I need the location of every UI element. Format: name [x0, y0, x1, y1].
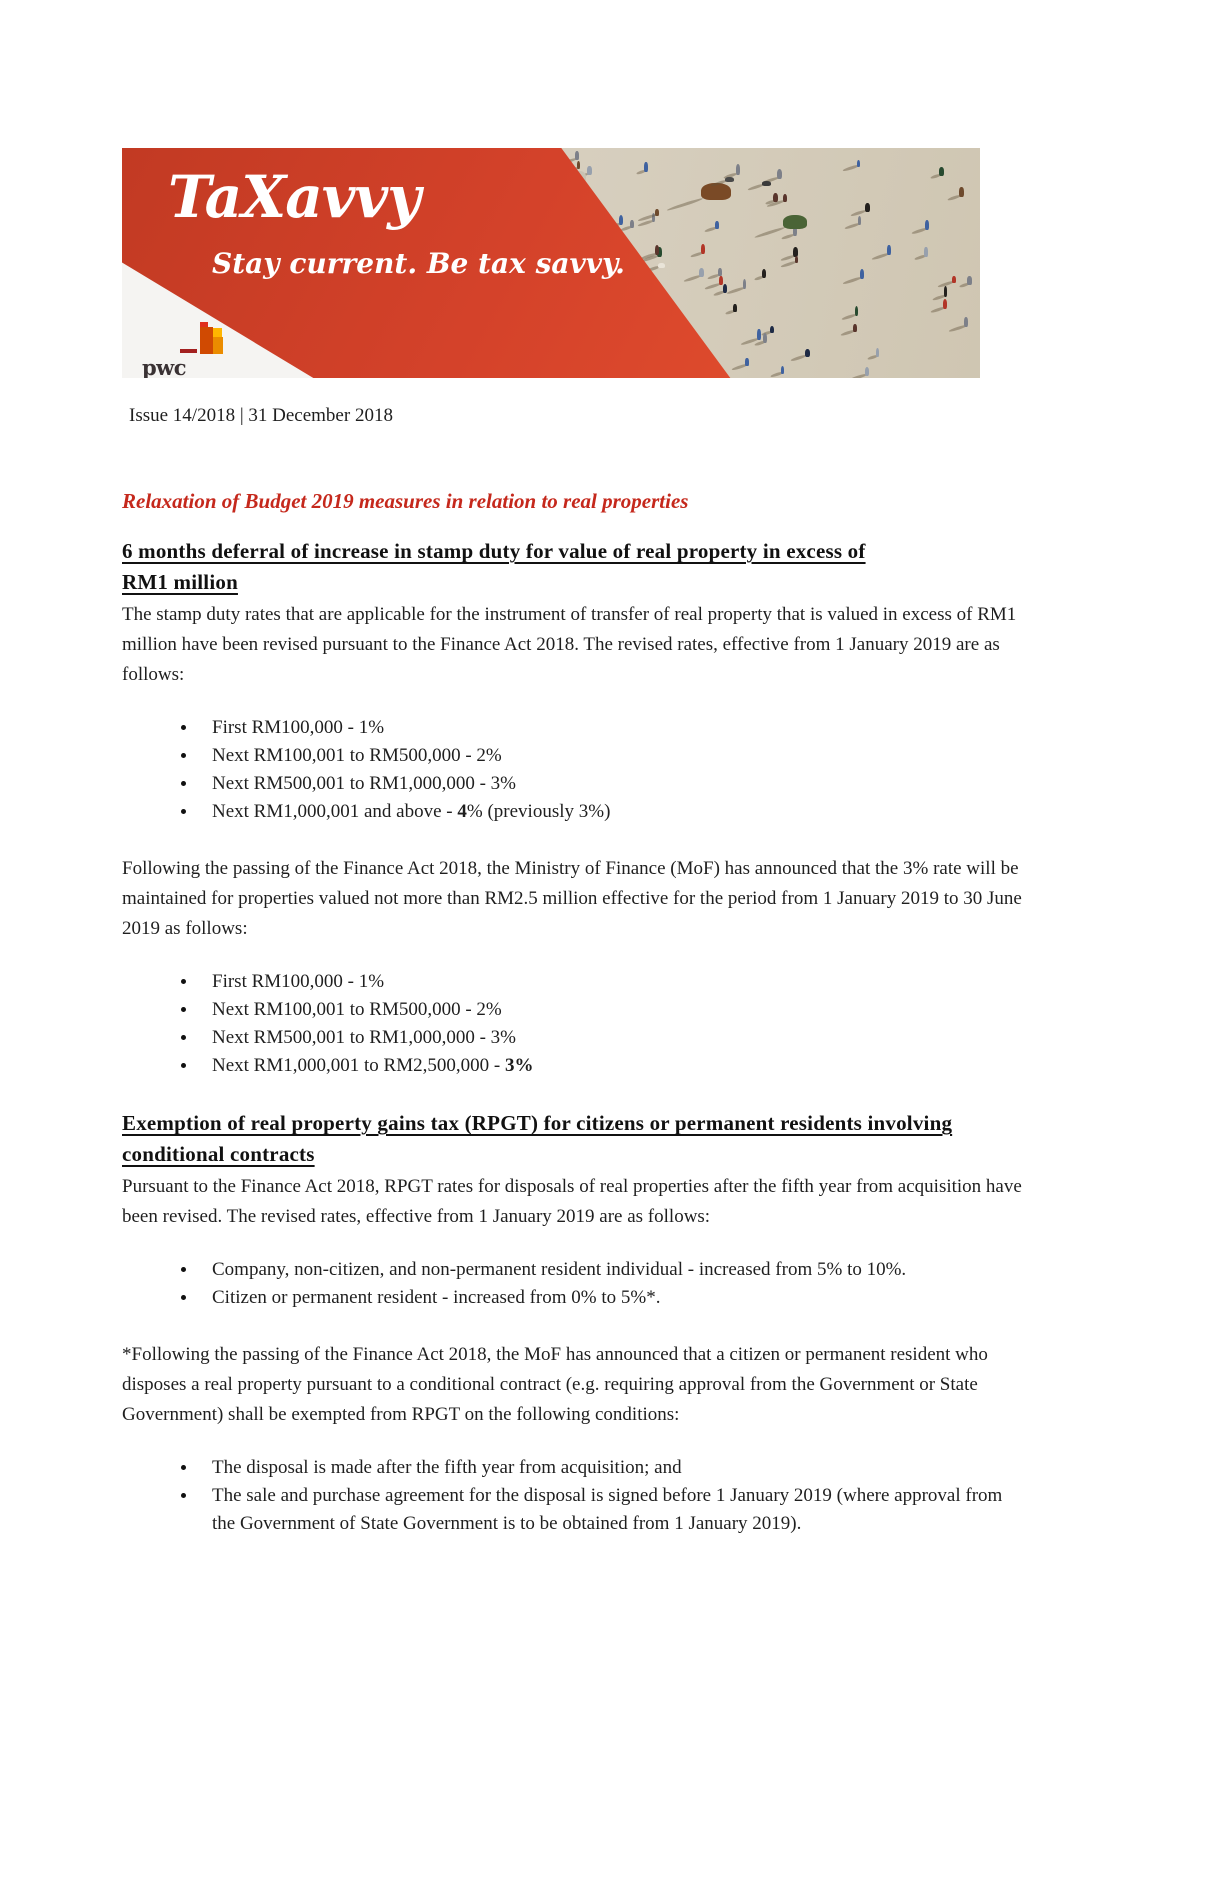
photo-figure [745, 358, 748, 366]
photo-figure [952, 276, 956, 283]
photo-figure [959, 187, 964, 197]
photo-figure [805, 349, 810, 357]
bullet-list [122, 968, 1027, 1080]
photo-figure [743, 279, 746, 289]
text-segment: The sale and purchase agreement for the disposal is signed before 1 January 2019 (where approval from the Government of State Government is to be obtained from 1 January 2019). [212, 1485, 1003, 1534]
text-segment: 3% [504, 1055, 534, 1076]
list-item [179, 770, 1027, 798]
pwc-mark-maroon-bar [180, 349, 197, 353]
photo-figure [699, 268, 704, 277]
photo-figure [860, 269, 865, 278]
photo-figure [783, 194, 787, 203]
list-item [179, 968, 1027, 996]
pwc-mark-darkorange-block [200, 327, 213, 354]
list-item [179, 1052, 1027, 1080]
photo-figure [757, 329, 760, 340]
photo-figure [762, 269, 766, 278]
paragraph [122, 854, 1027, 944]
photo-figure [587, 166, 592, 175]
photo-figure [733, 304, 736, 312]
text-segment: Next RM500,001 to RM1,000,000 - 3% [212, 773, 516, 794]
text-segment: Following the passing of the Finance Act 2018, the Ministry of Finance (MoF) has announced that the 3% rate will be maintained for properties valued not more than RM2.5 million effective for the period from 1 January 2019 to 30 June 2019 as follows: [122, 858, 1022, 939]
photo-figure [763, 333, 767, 343]
newsletter-banner [122, 148, 980, 378]
list-item [179, 1482, 1027, 1538]
list-item [179, 996, 1027, 1024]
photo-figure [644, 162, 647, 172]
list-item [179, 1454, 1027, 1482]
section-heading [122, 1108, 1027, 1170]
article-section [122, 536, 1027, 1080]
bullet-list [122, 1454, 1027, 1538]
text-segment: Next RM1,000,001 to RM2,500,000 - [212, 1055, 505, 1076]
pwc-logo-mark-icon [180, 322, 226, 354]
banner-tagline: Stay current. Be tax savvy. [212, 247, 625, 280]
text-segment: Pursuant to the Finance Act 2018, RPGT rates for disposals of real properties after the fifth year from acquisition have been revised. The revised rates, effective from 1 January 2019 are as follows: [122, 1176, 1022, 1227]
text-segment: Next RM100,001 to RM500,000 - 2% [212, 999, 502, 1020]
photo-figure [939, 167, 944, 176]
pwc-mark-red-block [200, 322, 208, 327]
text-segment: Next RM100,001 to RM500,000 - 2% [212, 745, 502, 766]
photo-figure [630, 220, 634, 228]
photo-figure [925, 220, 929, 229]
photo-figure [655, 209, 659, 216]
photo-figure [655, 245, 659, 255]
text-segment: 4 [457, 801, 467, 822]
photo-figure [858, 216, 861, 225]
photo-figure [777, 169, 782, 179]
text-segment: Company, non-citizen, and non-permanent resident individual - increased from 5% to 10%. [212, 1259, 907, 1280]
photo-figure [964, 317, 968, 327]
paragraph [122, 600, 1027, 690]
text-segment: *Following the passing of the Finance Act 2018, the MoF has announced that a citizen or permanent resident who disposes a real property pursuant to a conditional contract (e.g. requiring approval from the Government or State Government) shall be exempted from RPGT on the following conditions: [122, 1344, 988, 1425]
text-segment: The stamp duty rates that are applicable for the instrument of transfer of real property that is valued in excess of RM1 million have been revised pursuant to the Finance Act 2018. The revised rates, effective from 1 January 2019 are as follows: [122, 604, 1017, 685]
photo-figure [736, 164, 740, 175]
text-segment: The disposal is made after the fifth year from acquisition; and [212, 1457, 682, 1478]
paragraph [122, 1172, 1027, 1232]
photo-figure [967, 276, 972, 284]
photo-figure [887, 245, 890, 255]
photo-figure [783, 215, 807, 229]
photo-figure [718, 268, 722, 275]
taxavvy-logo-text: TaXavvy [168, 163, 420, 231]
photo-figure [658, 263, 665, 268]
article-sections [122, 536, 1027, 1538]
list-item [179, 714, 1027, 742]
article [122, 402, 1027, 1538]
photo-figure [715, 221, 719, 229]
bullet-list [122, 1256, 1027, 1312]
text-segment: Citizen or permanent resident - increased from 0% to 5%*. [212, 1287, 661, 1308]
pwc-logo [142, 322, 262, 378]
photo-figure [944, 286, 948, 296]
photo-figure [725, 177, 734, 182]
photo-figure [924, 247, 927, 256]
photo-figure [619, 215, 624, 225]
text-segment: % (previously 3%) [466, 801, 611, 822]
issue-line: Issue 14/2018 | 31 December 2018 [129, 405, 393, 426]
section-heading-line: RM1 million [122, 570, 238, 594]
list-item [179, 1284, 1027, 1312]
article-section [122, 1108, 1027, 1538]
photo-figure [770, 326, 774, 334]
paragraph [122, 1340, 1027, 1430]
list-item [179, 1024, 1027, 1052]
section-heading-line: Exemption of real property gains tax (RPGT) for citizens or permanent residents involving [122, 1111, 953, 1135]
pwc-wordmark: pwc [142, 355, 187, 378]
pwc-mark-yellow-block [213, 328, 222, 337]
list-item [179, 798, 1027, 826]
photo-figure [857, 160, 860, 168]
article-title: Relaxation of Budget 2019 measures in relation to real properties [122, 489, 689, 513]
text-segment: First RM100,000 - 1% [212, 717, 385, 738]
photo-figure [762, 181, 771, 186]
section-heading [122, 536, 1027, 598]
text-segment: Next RM500,001 to RM1,000,000 - 3% [212, 1027, 516, 1048]
photo-figure [943, 299, 947, 309]
photo-figure [865, 367, 870, 377]
text-segment: Next RM1,000,001 and above - [212, 801, 458, 822]
photo-figure [876, 348, 879, 357]
list-item [179, 742, 1027, 770]
photo-figure [865, 203, 870, 212]
section-heading-line: 6 months deferral of increase in stamp duty for value of real property in excess of [122, 539, 866, 563]
photo-figure [577, 161, 580, 169]
photo-figure [853, 324, 857, 332]
list-item [179, 1256, 1027, 1284]
text-segment: First RM100,000 - 1% [212, 971, 385, 992]
photo-figure [773, 193, 778, 202]
photo-figure [575, 151, 579, 160]
photo-figure [781, 366, 784, 374]
pwc-mark-orange-block [213, 337, 223, 354]
photo-figure [795, 256, 798, 263]
bullet-list [122, 714, 1027, 826]
photo-figure [701, 244, 705, 254]
section-heading-line: conditional contracts [122, 1142, 315, 1166]
photo-figure [855, 306, 858, 316]
